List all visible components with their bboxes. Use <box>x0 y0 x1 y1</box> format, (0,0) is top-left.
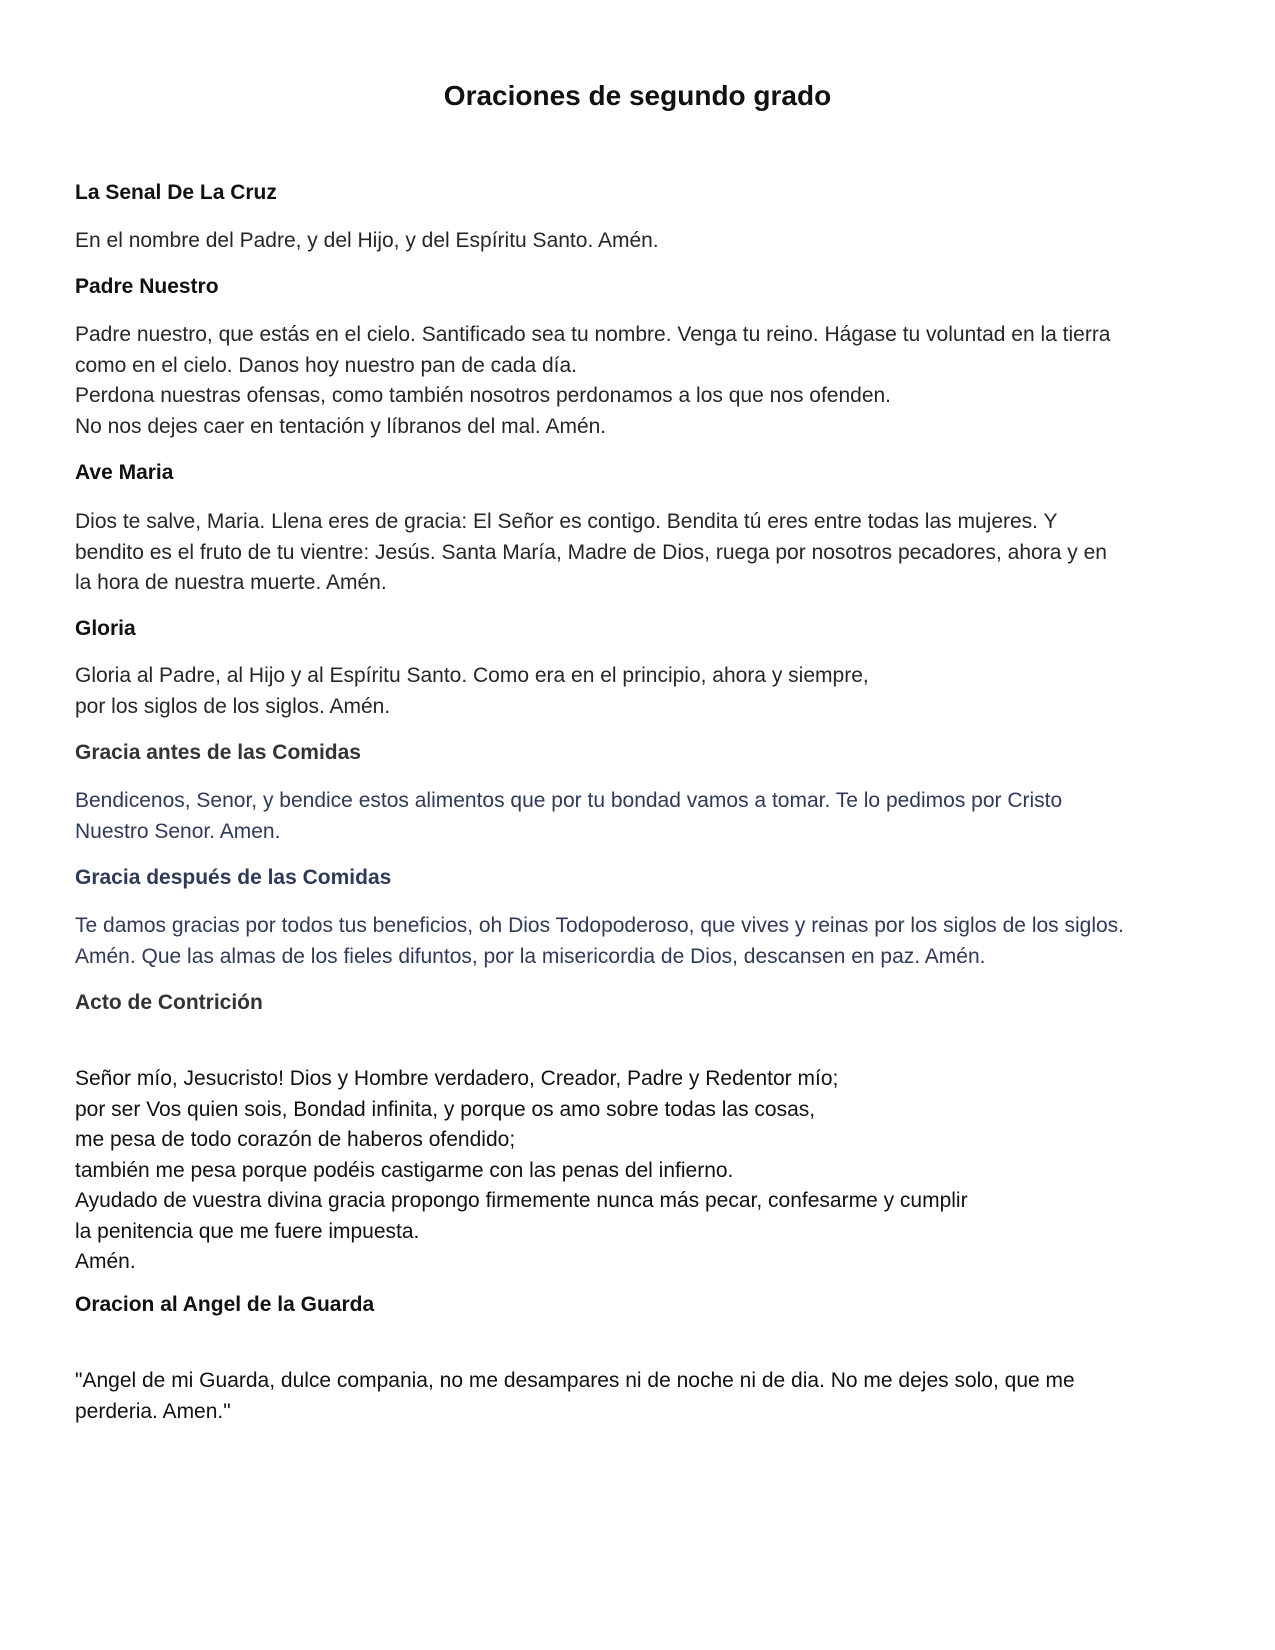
section-body-angel-guarda <box>75 1366 1205 1427</box>
text-line: Nuestro Senor. Amen. <box>75 819 281 843</box>
section-heading-padre-nuestro: Padre Nuestro <box>75 275 219 298</box>
page-title: Oraciones de segundo grado <box>443 80 832 111</box>
section-heading-gracia-antes: Gracia antes de las Comidas <box>75 741 361 764</box>
text-line: la hora de nuestra muerte. Amén. <box>75 571 387 594</box>
section-heading-acto-contricion: Acto de Contrición <box>75 991 263 1014</box>
text-line: perderia. Amen." <box>75 1399 231 1423</box>
text-line: Amén. Que las almas de los fieles difuntos, por la misericordia de Dios, descansen en paz. Amén. <box>75 944 986 968</box>
section-body-gloria <box>75 661 1205 722</box>
section-heading-gloria: Gloria <box>75 617 136 640</box>
text-line: Dios te salve, Maria. Llena eres de gracia: El Señor es contigo. Bendita tú eres entre todas las mujeres. Y <box>75 510 1058 533</box>
section-body-acto-contricion <box>75 1064 1205 1278</box>
text-line: En el nombre del Padre, y del Hijo, y del Espíritu Santo. Amén. <box>75 229 659 252</box>
text-line: también me pesa porque podéis castigarme con las penas del infierno. <box>75 1158 734 1182</box>
text-line: Perdona nuestras ofensas, como también nosotros perdonamos a los que nos ofenden. <box>75 384 892 407</box>
section-heading-senal-cruz: La Senal De La Cruz <box>75 181 277 204</box>
text-line: me pesa de todo corazón de haberos ofendido; <box>75 1128 516 1151</box>
text-line: No nos dejes caer en tentación y líbranos del mal. Amén. <box>75 414 607 438</box>
text-line: Señor mío, Jesucristo! Dios y Hombre verdadero, Creador, Padre y Redentor mío; <box>75 1067 839 1090</box>
text-line: por los siglos de los siglos. Amén. <box>75 694 391 718</box>
section-body-padre-nuestro <box>75 320 1205 442</box>
text-line: Ayudado de vuestra divina gracia propongo firmemente nunca más pecar, confesarme y cumplir <box>75 1189 968 1212</box>
text-line: "Angel de mi Guarda, dulce compania, no me desampares ni de noche ni de dia. No me dejes solo, que me <box>75 1369 1075 1392</box>
section-body-senal-cruz <box>75 226 1205 257</box>
text-line: por ser Vos quien sois, Bondad infinita, y porque os amo sobre todas las cosas, <box>75 1097 816 1121</box>
section-heading-angel-guarda: Oracion al Angel de la Guarda <box>75 1293 375 1316</box>
text-line: Amén. <box>75 1250 136 1273</box>
section-body-ave-maria <box>75 507 1205 599</box>
text-line: Gloria al Padre, al Hijo y al Espíritu Santo. Como era en el principio, ahora y siempre, <box>75 664 869 687</box>
section-heading-ave-maria: Ave Maria <box>75 461 174 484</box>
text-line: Te damos gracias por todos tus beneficios, oh Dios Todopoderoso, que vives y reinas por los siglos de los siglos. <box>75 914 1125 937</box>
text-line: Bendicenos, Senor, y bendice estos alimentos que por tu bondad vamos a tomar. Te lo pedimos por Cristo <box>75 789 1063 812</box>
section-body-gracia-antes <box>75 786 1205 847</box>
text-line: bendito es el fruto de tu vientre: Jesús. Santa María, Madre de Dios, ruega por nosotros pecadores, ahora y en <box>75 540 1107 564</box>
text-line: como en el cielo. Danos hoy nuestro pan de cada día. <box>75 353 577 377</box>
text-line: la penitencia que me fuere impuesta. <box>75 1219 420 1243</box>
section-heading-gracia-despues: Gracia después de las Comidas <box>75 866 392 889</box>
text-line: Padre nuestro, que estás en el cielo. Santificado sea tu nombre. Venga tu reino. Hágase tu voluntad en la tierra <box>75 323 1111 346</box>
section-body-gracia-despues <box>75 911 1205 972</box>
